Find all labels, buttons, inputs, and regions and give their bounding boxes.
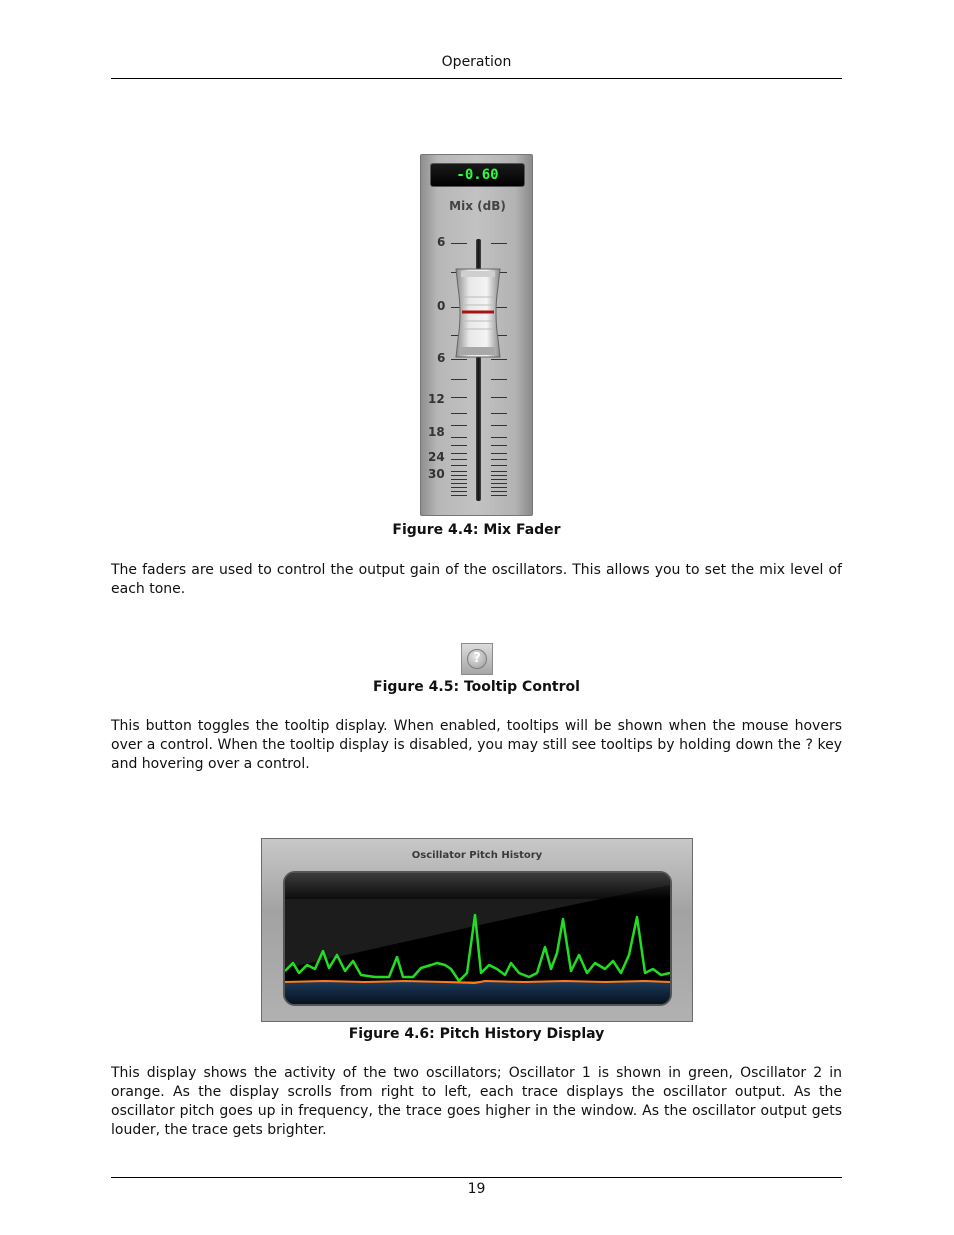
scale-tick — [451, 471, 467, 472]
scale-tick — [451, 465, 467, 466]
scale-label: 18 — [428, 425, 445, 439]
scale-tick — [491, 359, 507, 360]
pitch-history-screen — [283, 871, 672, 1006]
scale-label: 12 — [428, 392, 445, 406]
scale-tick — [491, 475, 507, 476]
scale-tick — [451, 483, 467, 484]
scale-label: 24 — [428, 450, 445, 464]
scale-tick — [491, 487, 507, 488]
scale-label: 6 — [437, 235, 446, 249]
scale-tick — [451, 359, 467, 360]
paragraph: This button toggles the tooltip display. When enabled, tooltips will be shown when the mouse hovers over a control. When the tooltip display is disabled, you may still see tooltips by holding down the ? key and hovering over a control. — [111, 718, 842, 772]
figure-caption: Figure 4.5: Tooltip Control — [373, 679, 580, 695]
running-head: Operation — [441, 54, 512, 70]
mix-fader[interactable] — [420, 154, 533, 516]
scale-tick — [451, 459, 467, 460]
scale-tick — [491, 495, 507, 496]
scale-tick — [491, 425, 507, 426]
panel-title: Oscillator Pitch History — [411, 850, 543, 861]
scale-label: 6 — [437, 351, 446, 365]
scale-tick — [451, 437, 467, 438]
scale-label: 0 — [437, 299, 446, 313]
pitch-history-panel — [261, 838, 693, 1022]
scale-tick — [451, 425, 467, 426]
help-icon: ? — [467, 649, 487, 669]
scale-tick — [491, 465, 507, 466]
scale-tick — [451, 397, 467, 398]
scale-tick — [491, 479, 507, 480]
scale-tick — [451, 479, 467, 480]
scale-tick — [491, 471, 507, 472]
scale-tick — [451, 495, 467, 496]
page-number: 19 — [467, 1181, 486, 1197]
footer-rule — [111, 1177, 842, 1178]
scale-tick — [491, 379, 507, 380]
scale-tick — [491, 491, 507, 492]
scale-tick — [451, 453, 467, 454]
figure-caption: Figure 4.4: Mix Fader — [392, 522, 561, 538]
scale-tick — [451, 379, 467, 380]
fader-label: Mix (dB) — [449, 199, 506, 213]
scale-tick — [491, 243, 507, 244]
scale-tick — [491, 459, 507, 460]
scale-tick — [451, 243, 467, 244]
figure-caption: Figure 4.6: Pitch History Display — [348, 1026, 605, 1042]
scale-tick — [491, 413, 507, 414]
scale-tick — [491, 483, 507, 484]
scale-tick — [491, 397, 507, 398]
scale-tick — [451, 491, 467, 492]
fader-value-display: -0.60 — [430, 163, 525, 187]
paragraph: The faders are used to control the output gain of the oscillators. This allows you to set the mix level of each tone. — [111, 562, 842, 597]
paragraph: This display shows the activity of the two oscillators; Oscillator 1 is shown in green, Oscillator 2 in orange. As the display scrolls from right to left, each trace displays the oscillator output. As the oscillator pitch goes up in frequency, the trace goes higher in the window. As the oscillator output gets louder, the trace gets brighter. — [111, 1065, 842, 1138]
scale-tick — [451, 445, 467, 446]
scale-tick — [491, 445, 507, 446]
scale-tick — [451, 413, 467, 414]
header-rule — [111, 78, 842, 79]
tooltip-toggle-button[interactable] — [461, 643, 493, 675]
scale-tick — [451, 487, 467, 488]
scale-tick — [491, 453, 507, 454]
scale-tick — [451, 475, 467, 476]
scale-label: 30 — [428, 467, 445, 481]
scale-tick — [491, 437, 507, 438]
fader-knob[interactable] — [454, 267, 502, 359]
